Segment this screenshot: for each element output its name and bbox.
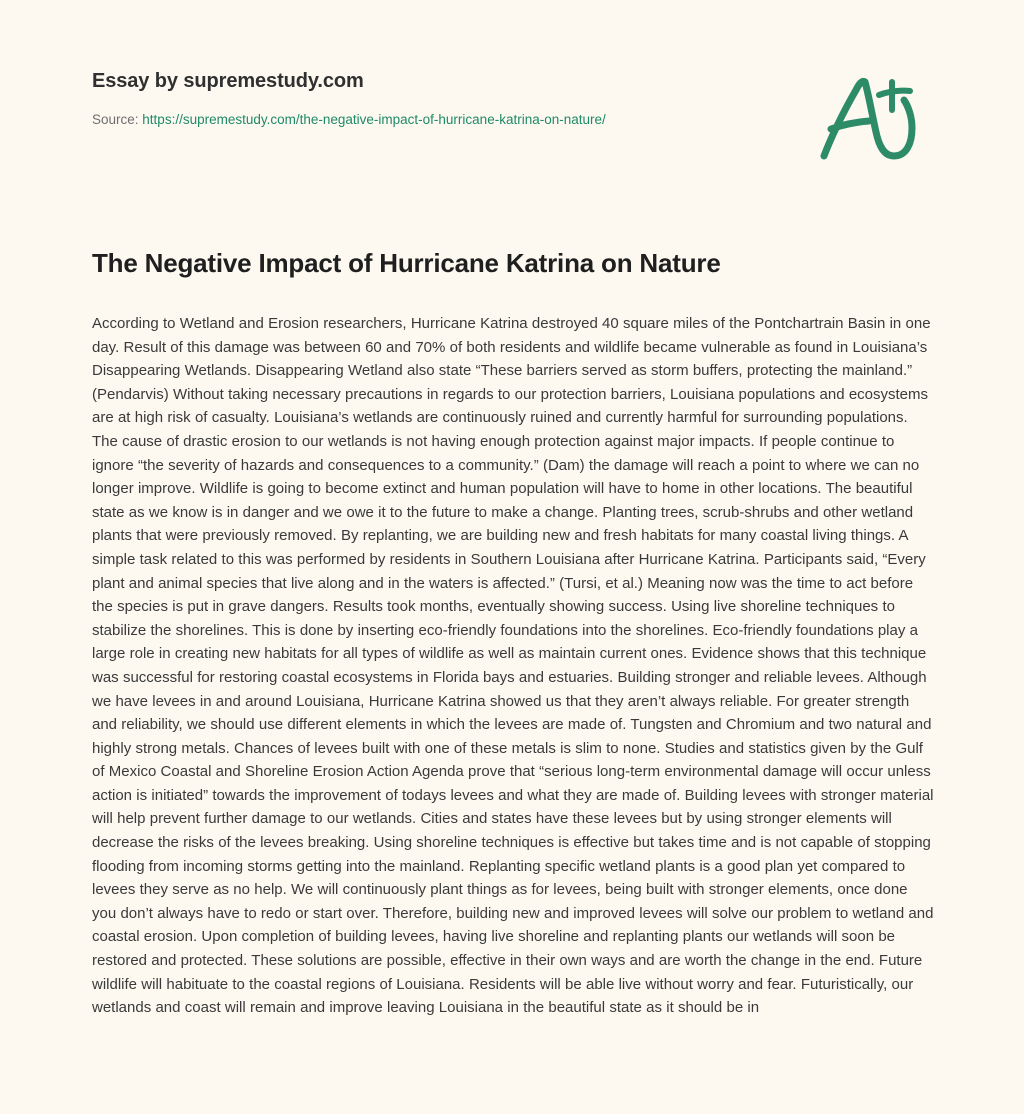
source-label: Source: <box>92 112 139 127</box>
essay-body <box>92 312 934 1020</box>
brand-title: Essay by supremestudy.com <box>92 70 364 92</box>
source-url-link[interactable]: https://supremestudy.com/the-negative-impact-of-hurricane-katrina-on-nature/ <box>142 112 606 127</box>
brand-block <box>92 68 792 129</box>
a-plus-logo-icon <box>812 70 922 166</box>
essay-paragraph: According to Wetland and Erosion researchers, Hurricane Katrina destroyed 40 square miles of the Pontchartrain Basin in one day. Result of this damage was between 60 and 70% of both residents and wildlife became vulnerable as found in Louisiana’s Disappearing Wetlands. Disappearing Wetland also state “These barriers served as storm buffers, protecting the mainland.” (Pendarvis) Without taking necessary precautions in regards to our protection barriers, Louisiana populations and ecosystems are at high risk of casualty. Louisiana’s wetlands are continuously ruined and currently harmful for surrounding populations. The cause of drastic erosion to our wetlands is not having enough protection against major impacts. If people continue to ignore “the severity of hazards and consequences to a community.” (Dam) the damage will reach a point to where we can no longer improve. Wildlife is going to become extinct and human population will have to home in other locations. The beautiful state as we know is in danger and we owe it to the future to make a change. Planting trees, scrub-shrubs and other wetland plants that were previously removed. By replanting, we are building new and fresh habitats for many coastal living things. A simple task related to this was performed by residents in Southern Louisiana after Hurricane Katrina. Participants said, “Every plant and animal species that live along and in the waters is affected.” (Tursi, et al.) Meaning now was the time to act before the species is put in grave dangers. Results took months, eventually showing success. Using live shoreline techniques to stabilize the shorelines. This is done by inserting eco-friendly foundations into the shorelines. Eco-friendly foundations play a large role in creating new habitats for all types of wildlife as well as maintain current ones. Evidence shows that this technique was successful for restoring coastal ecosystems in Florida bays and estuaries. Building stronger and reliable levees. Although we have levees in and around Louisiana, Hurricane Katrina showed us that they aren’t always reliable. For greater strength and reliability, we should use different elements in which the levees are made of. Tungsten and Chromium and two natural and highly strong metals. Chances of levees built with one of these metals is slim to none. Studies and statistics given by the Gulf of Mexico Coastal and Shoreline Erosion Action Agenda prove that “serious long-term environmental damage will occur unless action is initiated” towards the improvement of todays levees and what they are made of. Building levees with stronger material will help prevent further damage to our wetlands. Cities and states have these levees but by using stronger elements will decrease the risks of the levees breaking. Using shoreline techniques is effective but takes time and is not capable of stopping flooding from incoming storms getting into the mainland. Replanting specific wetland plants is a good plan yet compared to levees they serve as no help. We will continuously plant things as for levees, being built with stronger elements, once done you don’t always have to redo or start over. Therefore, building new and improved levees will solve our problem to wetland and coastal erosion. Upon completion of building levees, having live shoreline and replanting plants our wetlands will soon be restored and protected. These solutions are possible, effective in their own ways and are worth the change in the end. Future wildlife will habituate to the coastal regions of Louisiana. Residents will be able live without worry and fear. Futuristically, our wetlands and coast will remain and improve leaving Louisiana in the beautiful state as it should be in <box>92 315 934 1017</box>
page-header <box>0 0 1024 200</box>
source-line <box>92 111 792 129</box>
page-title: The Negative Impact of Hurricane Katrina on Nature <box>92 248 721 278</box>
